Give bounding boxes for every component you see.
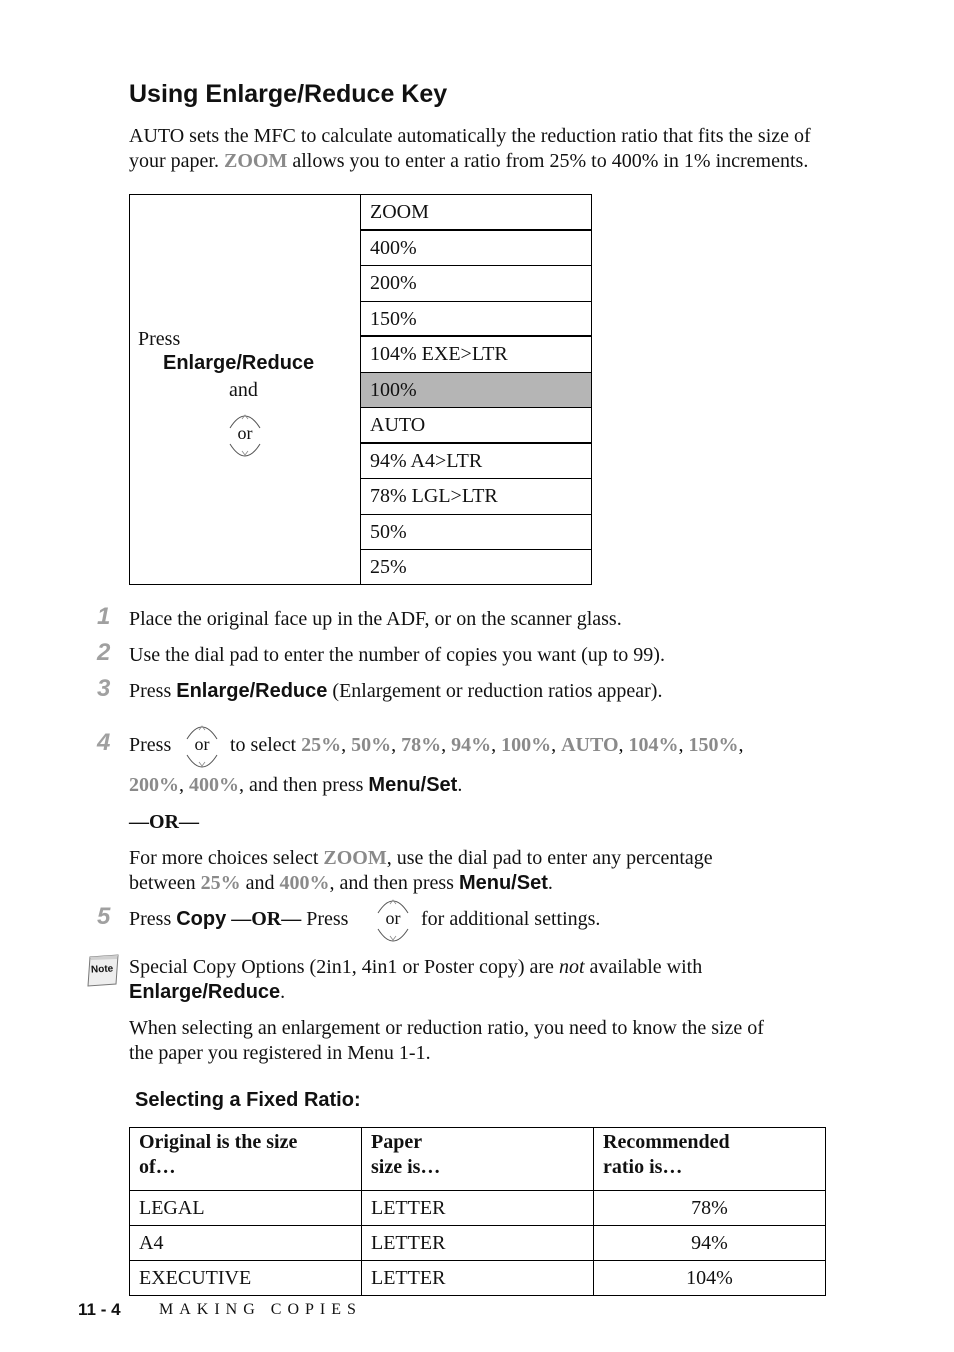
step-4-line-1: to select 25%, 50%, 78%, 94%, 100%, AUTO, 104%, 150%, bbox=[230, 734, 744, 756]
up-down-arrow-key-icon: or bbox=[376, 895, 410, 945]
menu-set-key-label: Menu/Set bbox=[458, 872, 548, 894]
zoom-option: 94% A4>LTR bbox=[361, 444, 591, 480]
table-cell: 104% bbox=[594, 1261, 826, 1296]
step-4-press: Press bbox=[129, 734, 172, 756]
table-header-cell: Recommended ratio is… bbox=[594, 1128, 826, 1191]
zoom-option: 150% bbox=[361, 302, 591, 338]
zoom-option: 25% bbox=[370, 556, 407, 578]
zoom-highlight: ZOOM bbox=[223, 150, 288, 172]
table-cell: LETTER bbox=[362, 1226, 594, 1261]
table-row bbox=[130, 1191, 826, 1226]
table-header-cell: Paper size is… bbox=[362, 1128, 594, 1191]
intro-line-1: AUTO sets the MFC to calculate automatically the reduction ratio that fits the size of bbox=[129, 125, 811, 147]
note-icon-label: Note bbox=[90, 963, 114, 976]
zoom-option: 104% EXE>LTR bbox=[361, 337, 591, 373]
step-3-text: Press Enlarge/Reduce (Enlargement or reduction ratios appear). bbox=[129, 680, 663, 702]
table-header-cell: Original is the size of… bbox=[130, 1128, 362, 1191]
page-title: Using Enlarge/Reduce Key bbox=[129, 80, 448, 108]
page-number: 11 - 4 bbox=[78, 1300, 121, 1319]
step-2-text: Use the dial pad to enter the number of copies you want (up to 99). bbox=[129, 644, 665, 666]
table-cell: 94% bbox=[594, 1226, 826, 1261]
zoom-option: ZOOM bbox=[361, 195, 591, 231]
enlarge-reduce-key-label: Enlarge/Reduce bbox=[129, 981, 281, 1003]
zoom-option: AUTO bbox=[361, 408, 591, 444]
fixed-ratio-heading: Selecting a Fixed Ratio: bbox=[135, 1089, 361, 1111]
zoom-option: 50% bbox=[361, 515, 591, 551]
copy-key-label: Copy bbox=[176, 908, 227, 930]
up-down-arrow-key-icon: or bbox=[185, 721, 219, 771]
step-5-rest: for additional settings. bbox=[421, 908, 601, 930]
zoom-option-list bbox=[361, 195, 591, 584]
zoom-instruction-cell bbox=[130, 195, 361, 584]
enlarge-reduce-key-label: Enlarge/Reduce bbox=[163, 352, 315, 374]
note-text: Special Copy Options (2in1, 4in1 or Poster copy) are not available with Enlarge/Reduce. bbox=[129, 956, 703, 1003]
or-separator: —OR— bbox=[129, 811, 199, 833]
step-number-2: 2 bbox=[97, 639, 111, 666]
zoom-options-table bbox=[129, 194, 592, 585]
step-number-4: 4 bbox=[97, 729, 111, 756]
table-row bbox=[130, 1261, 826, 1296]
fixed-ratio-table bbox=[129, 1127, 826, 1296]
and-label: and bbox=[229, 379, 258, 401]
step-number-5: 5 bbox=[97, 903, 111, 930]
table-header-row bbox=[130, 1128, 826, 1191]
note-paragraph-2: When selecting an enlargement or reduction ratio, you need to know the size of the paper you registered in Menu 1-1. bbox=[129, 1017, 764, 1064]
intro-paragraph bbox=[129, 124, 811, 174]
intro-line-2: your paper. ZOOM allows you to enter a ratio from 25% to 400% in 1% increments. bbox=[129, 150, 809, 172]
press-label: Press bbox=[138, 328, 181, 350]
table-cell: LEGAL bbox=[130, 1191, 362, 1226]
up-down-arrow-key-icon: or bbox=[228, 410, 262, 460]
table-cell: LETTER bbox=[362, 1261, 594, 1296]
step-number-3: 3 bbox=[97, 675, 111, 702]
table-cell: LETTER bbox=[362, 1191, 594, 1226]
section-name: MAKING COPIES bbox=[159, 1301, 362, 1318]
table-row bbox=[130, 1226, 826, 1261]
table-cell: A4 bbox=[130, 1226, 362, 1261]
step-4-more-choices: For more choices select ZOOM, use the dial pad to enter any percentage between 25% and 400%, and then press Menu/Set. bbox=[129, 847, 713, 894]
note-icon bbox=[86, 954, 120, 988]
step-1-text: Place the original face up in the ADF, or on the scanner glass. bbox=[129, 608, 622, 630]
step-5-text: Press Copy —OR— Press bbox=[129, 908, 349, 930]
zoom-option: 78% LGL>LTR bbox=[361, 479, 591, 515]
menu-set-key-label: Menu/Set bbox=[368, 774, 458, 796]
step-number-1: 1 bbox=[97, 603, 111, 630]
zoom-option: 200% bbox=[361, 266, 591, 302]
zoom-option: 400% bbox=[361, 231, 591, 267]
zoom-option: 100% bbox=[361, 373, 591, 409]
enlarge-reduce-key-label: Enlarge/Reduce bbox=[176, 680, 328, 702]
table-cell: 78% bbox=[594, 1191, 826, 1226]
step-4-line-2: 200%, 400%, and then press Menu/Set. bbox=[129, 774, 463, 796]
table-cell: EXECUTIVE bbox=[130, 1261, 362, 1296]
